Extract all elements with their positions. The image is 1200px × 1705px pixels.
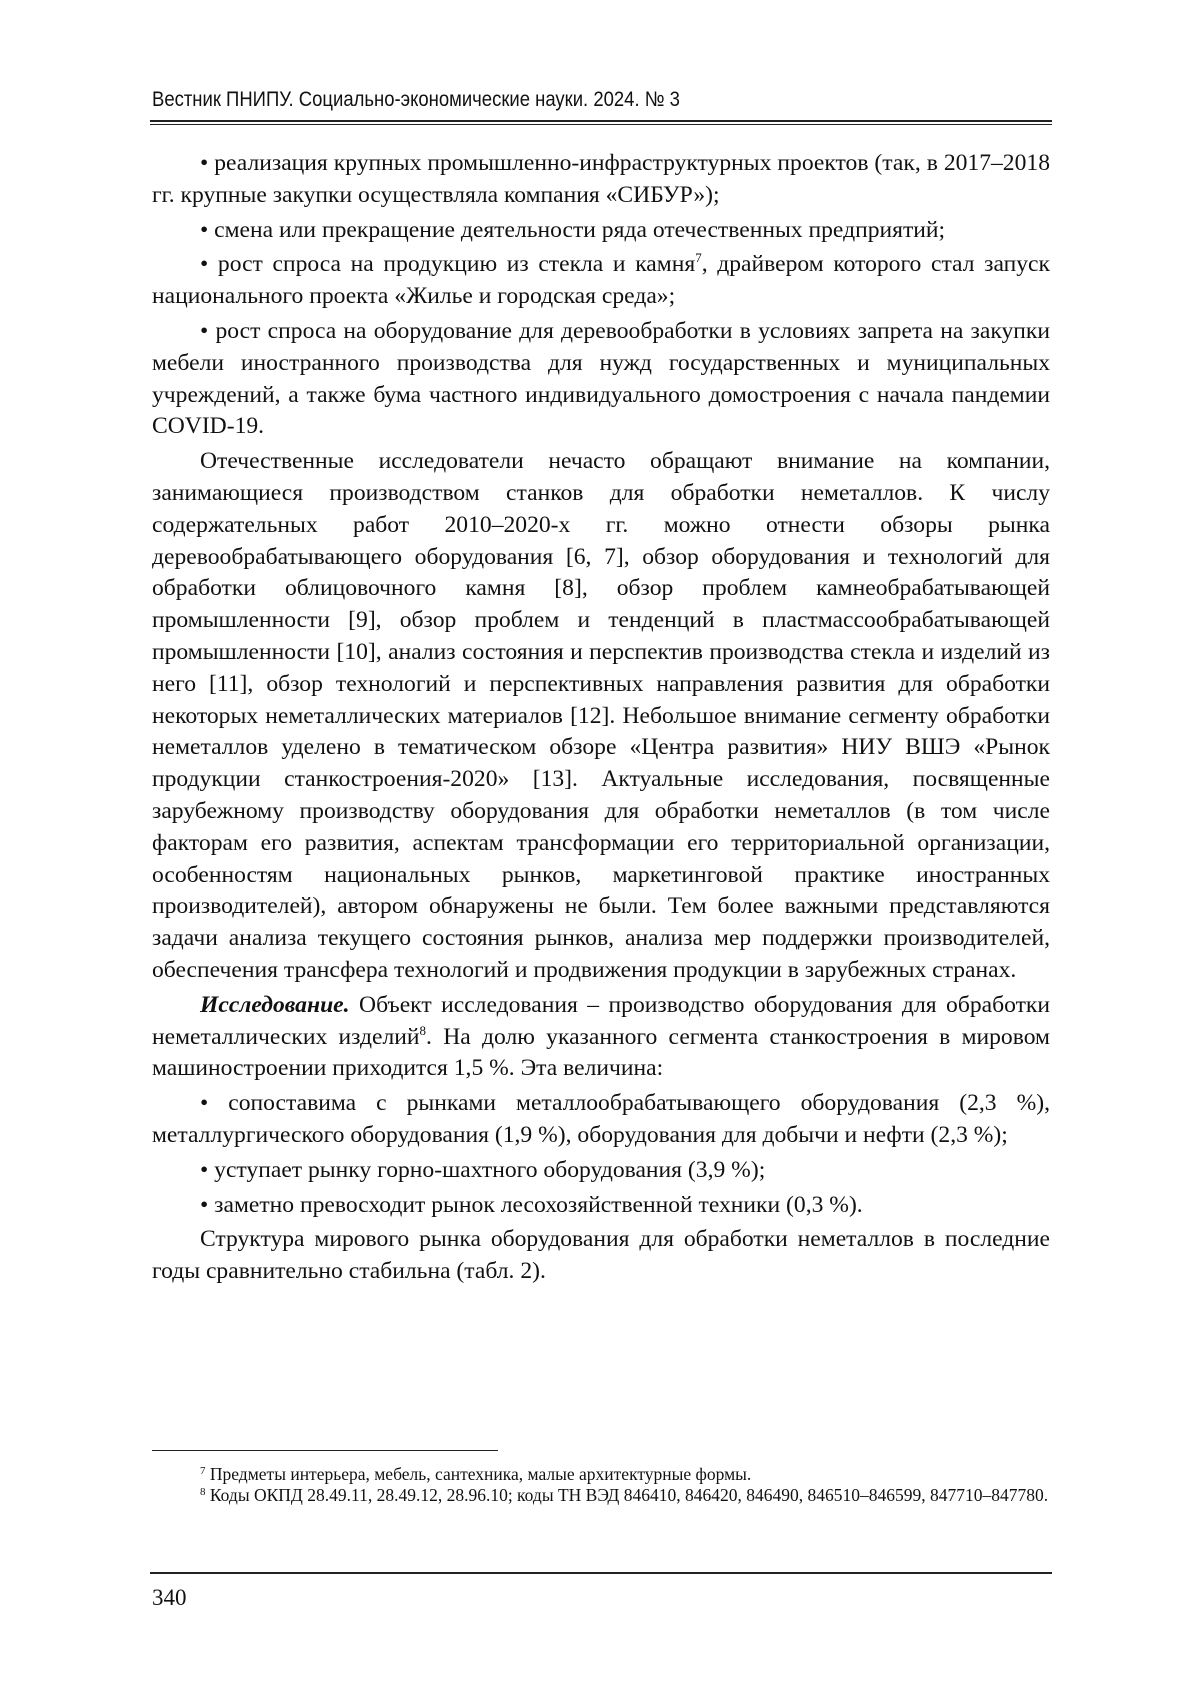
- footnote-text: Коды ОКПД 28.49.11, 28.49.12, 28.96.10; коды ТН ВЭД 846410, 846420, 846490, 846510–846599, 847710–847780.: [205, 1485, 1049, 1505]
- text: • рост спроса на оборудование для деревообработки в условиях запрета на закупки мебели иностранного производства для нужд государственных и муниципальных учреждений, а также бума частного индивидуального домостроения с начала пандемии COVID-19.: [152, 317, 1050, 440]
- footnote-rule: [152, 1450, 498, 1451]
- page-number: 340: [152, 1585, 187, 1610]
- text: • заметно превосходит рынок лесохозяйственной техники (0,3 %).: [200, 1191, 863, 1218]
- paragraph: [152, 446, 1050, 987]
- text: Отечественные исследователи нечасто обращают внимание на компании, занимающиеся производством станков для обработки неметаллов. К числу содержательных работ 2010–2020-х гг. можно отнести обзоры рынка деревообрабатывающего оборудования [6, 7], обзор оборудования и технологий для обработки облицовочного камня [8], обзор проблем камнеобрабатывающей промышленности [9], обзор проблем и тенденций в пластмассообрабатывающей промышленности [10], анализ состояния и перспектив производства стекла и изделий из него [11], обзор технологий и перспективных направления развития для обработки некоторых неметаллических материалов [12]. Небольшое внимание сегменту обработки неметаллов уделено в тематическом обзоре «Центра развития» НИУ ВШЭ «Рынок продукции станкостроения-2020» [13]. Актуальные исследования, посвященные зарубежному производству оборудования для обработки неметаллов (в том числе факторам его развития, аспектам трансформации его территориальной организации, особенностям национальных рынков, маркетинговой практике иностранных производителей), автором обнаружены не были. Тем более важными представляются задачи анализа текущего состояния рынков, анализа мер поддержки производителей, обеспечения трансфера технологий и продвижения продукции в зарубежных странах.: [152, 448, 1050, 983]
- bullet-item: [152, 249, 1050, 313]
- text: • рост спроса на продукцию из стекла и камня: [200, 251, 696, 278]
- footnote: [152, 1464, 1050, 1485]
- footnotes: [152, 1464, 1050, 1506]
- text: Объект исследования – производство оборудования для обработки неметаллических изделий: [152, 991, 1050, 1050]
- text: . На долю указанного сегмента станкостроения в мировом машиностроении приходится 1,5 %. Эта величина:: [152, 1023, 1050, 1082]
- text: , драйвером которого стал запуск национального проекта «Жилье и городская среда»;: [152, 251, 1050, 310]
- paragraph: [152, 990, 1050, 1085]
- footnote-number: 8: [200, 1486, 206, 1498]
- section-lead: Исследование.: [200, 991, 350, 1018]
- footnote-text: Предметы интерьера, мебель, сантехника, малые архитектурные формы.: [205, 1464, 752, 1484]
- text: • уступает рынку горно-шахтного оборудования (3,9 %);: [200, 1156, 766, 1183]
- bullet-item: [152, 148, 1050, 212]
- header-rule: [150, 120, 1052, 122]
- header-rule-thin: [150, 124, 1052, 125]
- bullet-item: [152, 1190, 1050, 1222]
- footnote-ref[interactable]: 8: [419, 1022, 427, 1038]
- bullet-item: [152, 215, 1050, 247]
- text: • сопоставима с рынками металлообрабатывающего оборудования (2,3 %), металлургического оборудования (1,9 %), оборудования для добычи и нефти (2,3 %);: [152, 1090, 1050, 1148]
- bullet-item: [152, 1088, 1050, 1152]
- bullet-item: [152, 1155, 1050, 1187]
- footnote: [152, 1485, 1050, 1506]
- footer-rule: [150, 1572, 1052, 1574]
- body-text: [152, 148, 1050, 1291]
- running-header: Вестник ПНИПУ. Социально-экономические науки. 2024. № 3: [152, 88, 680, 111]
- text: • смена или прекращение деятельности ряда отечественных предприятий;: [200, 216, 946, 243]
- bullet-item: [152, 316, 1050, 443]
- text: Структура мирового рынка оборудования для обработки неметаллов в последние годы сравнительно стабильна (табл. 2).: [152, 1226, 1050, 1285]
- footnote-ref[interactable]: 7: [695, 250, 702, 266]
- footnote-number: 7: [200, 1465, 206, 1477]
- paragraph: [152, 1224, 1050, 1288]
- text: • реализация крупных промышленно-инфраструктурных проектов (так, в 2017–2018 гг. крупные закупки осуществляла компания «СИБУР»);: [152, 150, 1050, 208]
